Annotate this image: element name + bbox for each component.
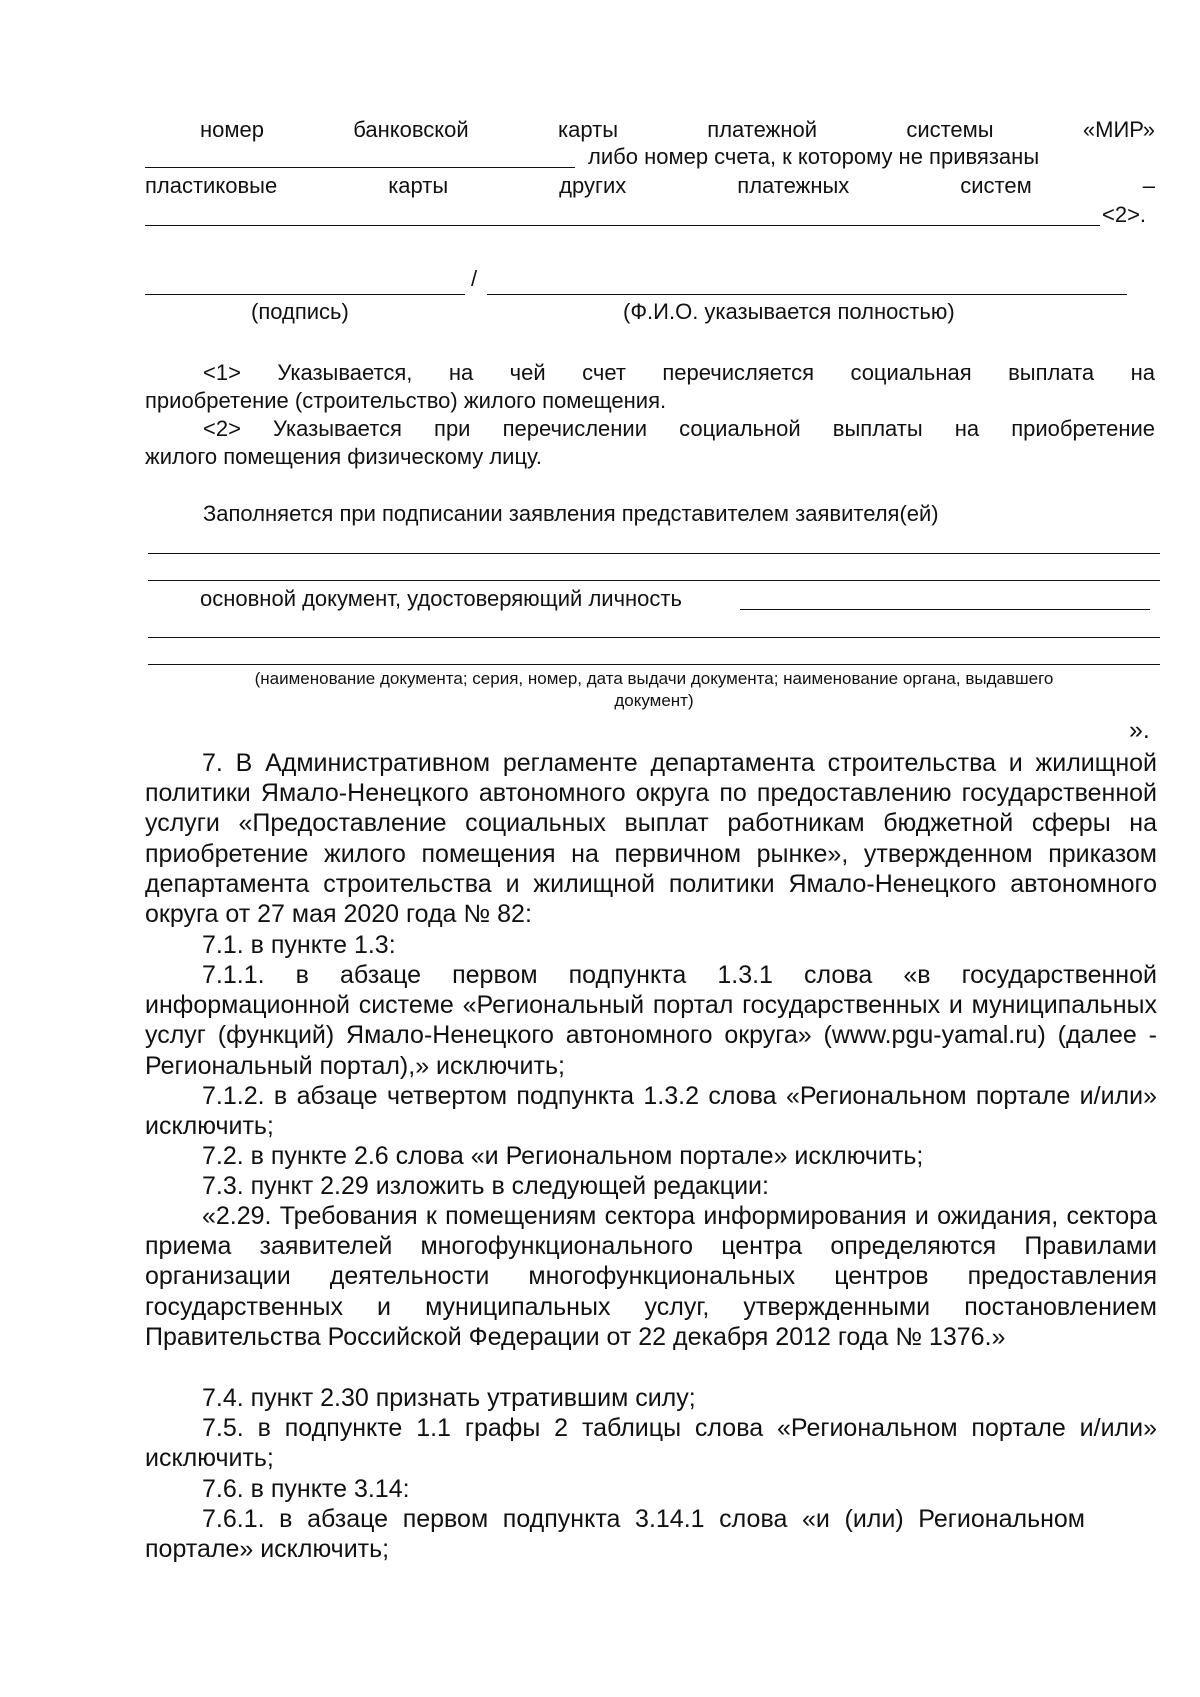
card-row-3-word: карты (388, 173, 449, 198)
clause-7-1: 7.1. в пункте 1.3: (202, 931, 396, 959)
full-name-blank[interactable] (487, 294, 1127, 295)
clause-7-4: 7.4. пункт 2.30 признать утратившим силу; (202, 1384, 696, 1412)
clause-7-1-2: 7.1.2. в абзаце четвертом подпункта 1.3.2 слова «Региональном портале и/или» исключить; (145, 1082, 1157, 1141)
card-row-3-word: пластиковые (145, 173, 278, 198)
representative-heading: Заполняется при подписании заявления представителем заявителя(ей) (203, 501, 939, 526)
card-row-3-word: – (1142, 173, 1155, 198)
clause-7-1-1: 7.1.1. в абзаце первом подпункта 1.3.1 слова «в государственной информационной системе «Региональный портал государственных и муниципальных услуг (функций) Ямало-Ненецкого автономного округа» (www.pgu-yamal.ru) (далее - Региональный портал),» исключить; (145, 961, 1157, 1080)
card-row-3-word: платежных (737, 173, 850, 198)
clause-7-6-1: 7.6.1. в абзаце первом подпункта 3.14.1 слова «и (или) Региональном портале» исключить; (145, 1505, 1085, 1564)
identity-document-caption-2: документ) (614, 691, 694, 710)
footnote-ref-2: <2>. (1102, 202, 1147, 227)
card-row-1 (200, 116, 1155, 144)
footnote-1-line-1 (203, 359, 1155, 387)
card-row-3-word: систем (960, 173, 1032, 198)
card-row-1-word: «МИР» (1082, 117, 1155, 142)
card-number-blank[interactable] (145, 167, 575, 168)
card-row-3 (145, 172, 1155, 200)
representative-blank-1[interactable] (148, 553, 1160, 554)
footnote-1-line-2: приобретение (строительство) жилого помещения. (145, 388, 667, 413)
card-row-3-word: других (559, 173, 627, 198)
clause-7-5: 7.5. в подпункте 1.1 графы 2 таблицы слова «Региональном портале и/или» исключить; (145, 1414, 1157, 1473)
identity-document-label: основной документ, удостоверяющий личность (200, 586, 682, 611)
footnote-2-line-2: жилого помещения физическому лицу. (145, 444, 542, 469)
identity-document-blank[interactable] (740, 609, 1150, 610)
clause-7: 7. В Административном регламенте департамента строительства и жилищной политики Ямало-Ненецкого автономного округа по предоставлению государственной услуги «Предоставление социальных выплат работникам бюджетной сферы на приобретение жилого помещения на первичном рынке», утвержденном приказом департамента строительства и жилищной политики Ямало-Ненецкого автономного округа от 27 мая 2020 года № 82: (145, 749, 1157, 929)
card-row-2-text: либо номер счета, к которому не привязаны (588, 144, 1040, 169)
identity-document-blank-2[interactable] (148, 637, 1160, 638)
card-row-1-word: номер (200, 117, 264, 142)
closing-quote: ». (1129, 716, 1150, 744)
clause-7-3: 7.3. пункт 2.29 изложить в следующей редакции: (202, 1172, 769, 1200)
footnote-2-text: <2> Указывается при перечислении социальной выплаты на приобретение (203, 416, 1155, 441)
card-row-1-word: карты (558, 117, 618, 142)
signature-blank[interactable] (145, 294, 465, 295)
card-row-1-word: платежной (707, 117, 818, 142)
account-number-blank[interactable] (145, 225, 1100, 226)
footnote-2-line-1 (203, 415, 1155, 443)
signature-slash: / (471, 266, 478, 291)
clause-7-6: 7.6. в пункте 3.14: (202, 1475, 410, 1503)
card-row-1-word: банковской (353, 117, 469, 142)
identity-document-blank-3[interactable] (148, 664, 1160, 665)
clause-7-2: 7.2. в пункте 2.6 слова «и Региональном портале» исключить; (202, 1142, 924, 1170)
full-name-label: (Ф.И.О. указывается полностью) (623, 299, 955, 324)
identity-document-caption-1: (наименование документа; серия, номер, дата выдачи документа; наименование органа, выдавшего (254, 669, 1054, 688)
clause-2-29-text: «2.29. Требования к помещениям сектора информирования и ожидания, сектора приема заявителей многофункционального центра определяются Правилами организации деятельности многофункциональных центров предоставления государственных и муниципальных услуг, утвержденными постановлением Правительства Российской Федерации от 22 декабря 2012 года № 1376.» (145, 1202, 1157, 1351)
representative-blank-2[interactable] (148, 580, 1160, 581)
footnote-1-text: <1> Указывается, на чей счет перечисляется социальная выплата на (203, 360, 1155, 385)
signature-label: (подпись) (251, 299, 349, 324)
card-row-1-word: системы (906, 117, 994, 142)
